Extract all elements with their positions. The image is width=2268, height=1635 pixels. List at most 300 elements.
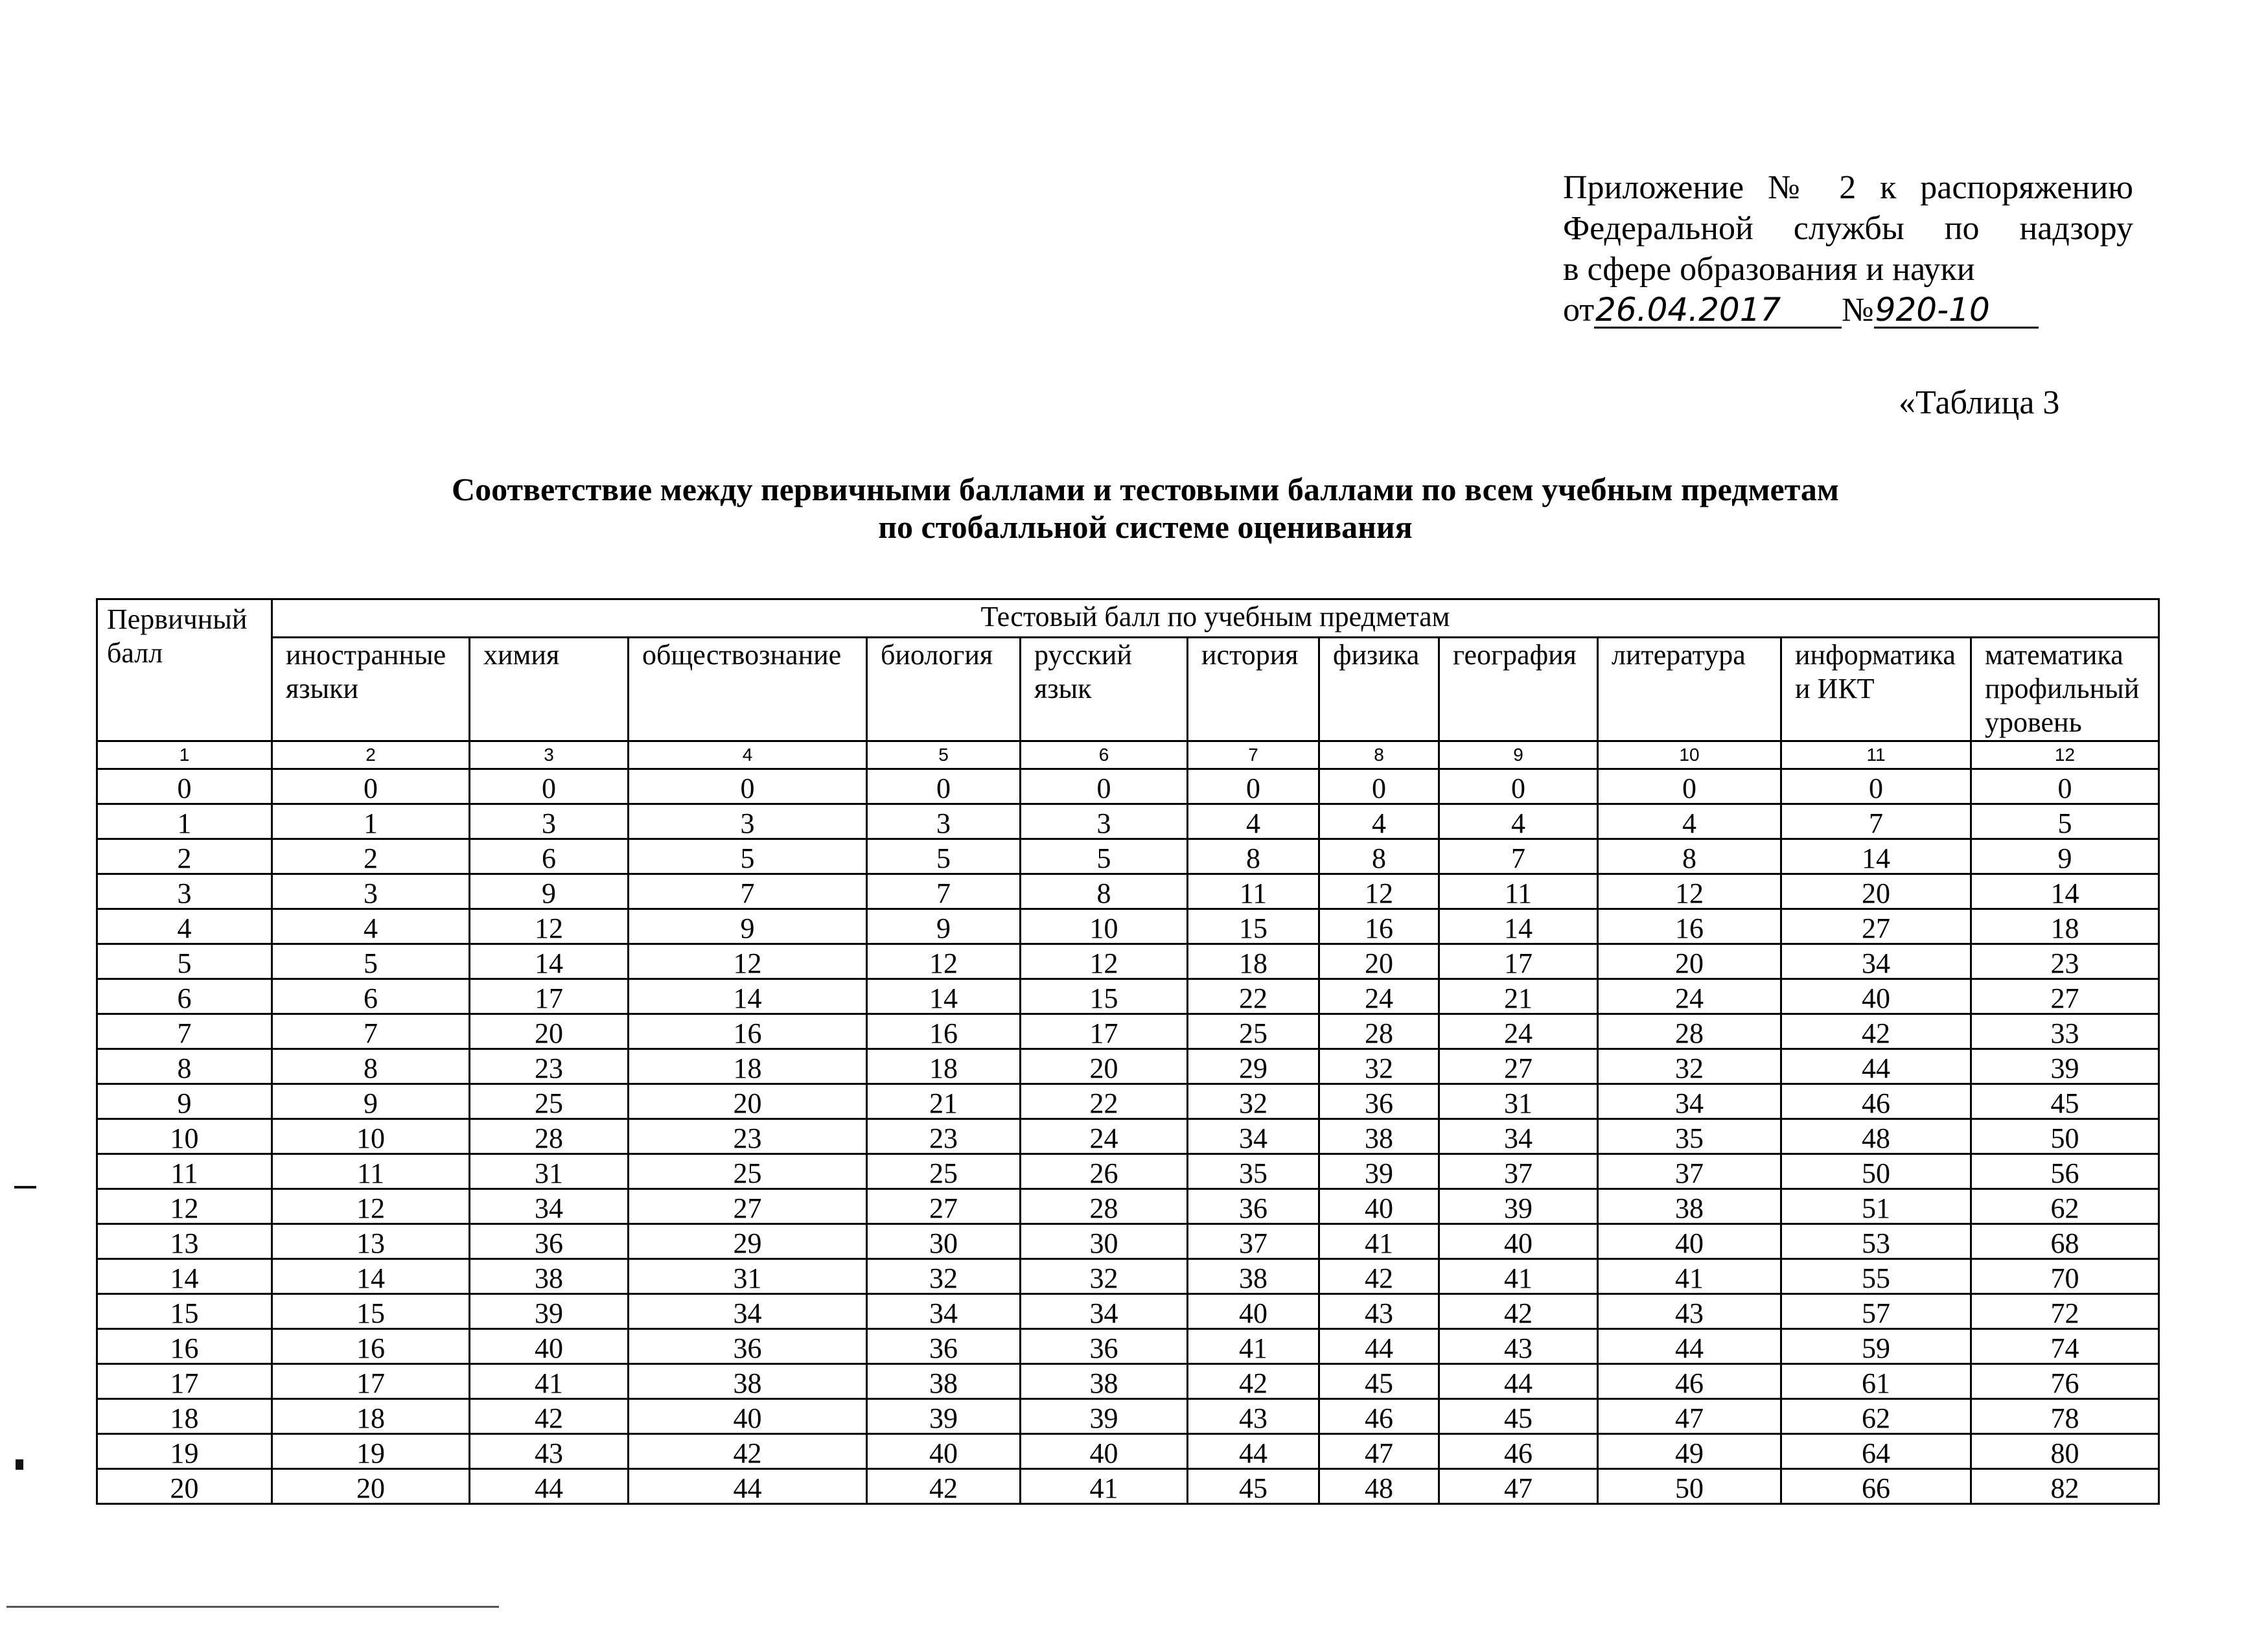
table-row	[97, 1224, 2159, 1259]
test-score-cell: 42	[470, 1399, 629, 1434]
scan-mark-left	[14, 1186, 36, 1189]
test-score-cell: 24	[1598, 979, 1781, 1014]
test-score-cell: 11	[1188, 874, 1319, 909]
subject-header: информатика и ИКТ	[1781, 638, 1971, 741]
appendix-line-3: в сфере образования и науки	[1563, 251, 1975, 288]
appendix-line-4	[1563, 290, 2133, 330]
test-score-cell: 35	[1598, 1119, 1781, 1154]
test-score-cell: 13	[272, 1224, 470, 1259]
test-score-cell: 59	[1781, 1329, 1971, 1364]
test-score-cell: 35	[1188, 1154, 1319, 1189]
test-score-cell: 12	[1319, 874, 1439, 909]
test-score-cell: 38	[1598, 1189, 1781, 1224]
test-score-cell: 7	[629, 874, 867, 909]
test-score-cell: 0	[1439, 769, 1598, 804]
table-row	[97, 1189, 2159, 1224]
test-score-cell: 53	[1781, 1224, 1971, 1259]
test-score-cell: 76	[1971, 1364, 2159, 1399]
test-score-cell: 28	[1021, 1189, 1188, 1224]
test-score-cell: 46	[1439, 1434, 1598, 1469]
table-caption: «Таблица 3	[1899, 384, 2060, 421]
test-score-cell: 17	[470, 979, 629, 1014]
test-score-cell: 14	[629, 979, 867, 1014]
test-score-cell: 34	[1188, 1119, 1319, 1154]
table-row	[97, 1014, 2159, 1049]
test-score-cell: 46	[1781, 1084, 1971, 1119]
test-score-cell: 42	[629, 1434, 867, 1469]
table-row	[97, 1049, 2159, 1084]
table-row	[97, 1364, 2159, 1399]
test-score-cell: 18	[1188, 944, 1319, 979]
primary-score-cell: 15	[97, 1294, 272, 1329]
test-score-cell: 24	[1319, 979, 1439, 1014]
table-row	[97, 944, 2159, 979]
test-score-cell: 8	[1319, 839, 1439, 874]
appendix-prefix: от	[1563, 292, 1595, 329]
table-row	[97, 1154, 2159, 1189]
test-score-cell: 20	[629, 1084, 867, 1119]
test-score-cell: 8	[272, 1049, 470, 1084]
test-score-cell: 38	[629, 1364, 867, 1399]
test-score-cell: 38	[1021, 1364, 1188, 1399]
test-score-cell: 7	[1781, 804, 1971, 839]
test-score-cell: 3	[272, 874, 470, 909]
test-score-cell: 41	[1439, 1259, 1598, 1294]
test-score-cell: 27	[629, 1189, 867, 1224]
test-score-cell: 19	[272, 1434, 470, 1469]
test-score-cell: 16	[272, 1329, 470, 1364]
appendix-line-1: Приложение № 2 к распоряжению	[1563, 169, 2133, 206]
test-score-cell: 49	[1598, 1434, 1781, 1469]
test-score-cell: 17	[1021, 1014, 1188, 1049]
header-primary-score: Первичный балл	[97, 599, 272, 741]
test-score-cell: 9	[1971, 839, 2159, 874]
table-row	[97, 979, 2159, 1014]
column-number-row	[97, 741, 2159, 769]
test-score-cell: 27	[867, 1189, 1021, 1224]
subject-header: химия	[470, 638, 629, 741]
primary-score-cell: 7	[97, 1014, 272, 1049]
table-row	[97, 1084, 2159, 1119]
test-score-cell: 8	[1598, 839, 1781, 874]
test-score-cell: 40	[1188, 1294, 1319, 1329]
test-score-cell: 17	[1439, 944, 1598, 979]
test-score-cell: 31	[1439, 1084, 1598, 1119]
test-score-cell: 34	[867, 1294, 1021, 1329]
test-score-cell: 62	[1781, 1399, 1971, 1434]
test-score-cell: 39	[470, 1294, 629, 1329]
test-score-cell: 6	[272, 979, 470, 1014]
title-line-2: по стобалльной системе оценивания	[878, 509, 1413, 545]
test-score-cell: 10	[1021, 909, 1188, 944]
primary-score-cell: 12	[97, 1189, 272, 1224]
test-score-cell: 8	[1188, 839, 1319, 874]
column-number: 9	[1439, 741, 1598, 769]
column-number: 12	[1971, 741, 2159, 769]
test-score-cell: 43	[1319, 1294, 1439, 1329]
test-score-cell: 7	[272, 1014, 470, 1049]
test-score-cell: 61	[1781, 1364, 1971, 1399]
test-score-cell: 0	[272, 769, 470, 804]
test-score-cell: 40	[1598, 1224, 1781, 1259]
test-score-cell: 66	[1781, 1469, 1971, 1504]
test-score-cell: 15	[272, 1294, 470, 1329]
test-score-cell: 41	[1021, 1469, 1188, 1504]
subject-header-row	[97, 638, 2159, 741]
test-score-cell: 50	[1598, 1469, 1781, 1504]
test-score-cell: 17	[272, 1364, 470, 1399]
test-score-cell: 70	[1971, 1259, 2159, 1294]
test-score-cell: 14	[470, 944, 629, 979]
test-score-cell: 11	[1439, 874, 1598, 909]
column-number: 10	[1598, 741, 1781, 769]
test-score-cell: 36	[470, 1224, 629, 1259]
test-score-cell: 4	[1439, 804, 1598, 839]
table-row	[97, 1469, 2159, 1504]
test-score-cell: 78	[1971, 1399, 2159, 1434]
test-score-cell: 26	[1021, 1154, 1188, 1189]
subject-header: история	[1188, 638, 1319, 741]
test-score-cell: 12	[272, 1189, 470, 1224]
test-score-cell: 36	[1021, 1329, 1188, 1364]
test-score-cell: 0	[1781, 769, 1971, 804]
table-row	[97, 1119, 2159, 1154]
test-score-cell: 20	[1781, 874, 1971, 909]
test-score-cell: 28	[470, 1119, 629, 1154]
test-score-cell: 6	[470, 839, 629, 874]
test-score-cell: 47	[1439, 1469, 1598, 1504]
test-score-cell: 7	[867, 874, 1021, 909]
primary-score-cell: 6	[97, 979, 272, 1014]
test-score-cell: 18	[629, 1049, 867, 1084]
test-score-cell: 23	[470, 1049, 629, 1084]
table-row	[97, 1399, 2159, 1434]
test-score-cell: 20	[1021, 1049, 1188, 1084]
test-score-cell: 23	[867, 1119, 1021, 1154]
test-score-cell: 42	[1319, 1259, 1439, 1294]
test-score-cell: 3	[470, 804, 629, 839]
test-score-cell: 18	[272, 1399, 470, 1434]
scan-line-bottom	[6, 1606, 499, 1608]
test-score-cell: 9	[629, 909, 867, 944]
test-score-cell: 38	[867, 1364, 1021, 1399]
score-table	[96, 598, 2160, 1505]
test-score-cell: 28	[1598, 1014, 1781, 1049]
test-score-cell: 21	[867, 1084, 1021, 1119]
test-score-cell: 1	[272, 804, 470, 839]
test-score-cell: 5	[1971, 804, 2159, 839]
test-score-cell: 14	[1439, 909, 1598, 944]
primary-score-cell: 3	[97, 874, 272, 909]
test-score-cell: 12	[470, 909, 629, 944]
column-number: 2	[272, 741, 470, 769]
appendix-block	[1563, 167, 2133, 330]
test-score-cell: 29	[629, 1224, 867, 1259]
test-score-cell: 42	[867, 1469, 1021, 1504]
test-score-cell: 41	[1319, 1224, 1439, 1259]
primary-score-cell: 5	[97, 944, 272, 979]
test-score-cell: 39	[1439, 1189, 1598, 1224]
test-score-cell: 36	[867, 1329, 1021, 1364]
test-score-cell: 34	[1598, 1084, 1781, 1119]
test-score-cell: 0	[867, 769, 1021, 804]
test-score-cell: 10	[272, 1119, 470, 1154]
test-score-cell: 44	[1319, 1329, 1439, 1364]
test-score-cell: 43	[1598, 1294, 1781, 1329]
table-row	[97, 1329, 2159, 1364]
test-score-cell: 14	[1781, 839, 1971, 874]
test-score-cell: 37	[1188, 1224, 1319, 1259]
test-score-cell: 44	[470, 1469, 629, 1504]
test-score-cell: 32	[1319, 1049, 1439, 1084]
test-score-cell: 34	[629, 1294, 867, 1329]
test-score-cell: 41	[1598, 1259, 1781, 1294]
test-score-cell: 25	[629, 1154, 867, 1189]
subject-header: математика профильный уровень	[1971, 638, 2159, 741]
test-score-cell: 31	[470, 1154, 629, 1189]
test-score-cell: 0	[1188, 769, 1319, 804]
primary-score-cell: 1	[97, 804, 272, 839]
test-score-cell: 45	[1439, 1399, 1598, 1434]
subject-header: иностранные языки	[272, 638, 470, 741]
test-score-cell: 45	[1188, 1469, 1319, 1504]
test-score-cell: 68	[1971, 1224, 2159, 1259]
test-score-cell: 20	[1319, 944, 1439, 979]
column-number: 6	[1021, 741, 1188, 769]
test-score-cell: 62	[1971, 1189, 2159, 1224]
test-score-cell: 30	[867, 1224, 1021, 1259]
test-score-cell: 36	[1188, 1189, 1319, 1224]
test-score-cell: 20	[272, 1469, 470, 1504]
primary-score-cell: 4	[97, 909, 272, 944]
primary-score-cell: 18	[97, 1399, 272, 1434]
primary-score-cell: 14	[97, 1259, 272, 1294]
test-score-cell: 47	[1319, 1434, 1439, 1469]
test-score-cell: 36	[629, 1329, 867, 1364]
test-score-cell: 40	[1781, 979, 1971, 1014]
test-score-cell: 21	[1439, 979, 1598, 1014]
test-score-cell: 40	[1439, 1224, 1598, 1259]
test-score-cell: 27	[1439, 1049, 1598, 1084]
test-score-cell: 32	[1021, 1259, 1188, 1294]
table-row	[97, 1294, 2159, 1329]
test-score-cell: 39	[1971, 1049, 2159, 1084]
primary-score-cell: 11	[97, 1154, 272, 1189]
test-score-cell: 37	[1439, 1154, 1598, 1189]
appendix-number: 920-10	[1874, 293, 2039, 329]
appendix-line-2: Федеральной службы по надзору	[1563, 210, 2133, 247]
test-score-cell: 43	[1188, 1399, 1319, 1434]
header-row	[97, 599, 2159, 638]
test-score-cell: 5	[867, 839, 1021, 874]
column-number: 3	[470, 741, 629, 769]
test-score-cell: 0	[1319, 769, 1439, 804]
test-score-cell: 14	[867, 979, 1021, 1014]
test-score-cell: 29	[1188, 1049, 1319, 1084]
test-score-cell: 5	[272, 944, 470, 979]
test-score-cell: 11	[272, 1154, 470, 1189]
test-score-cell: 7	[1439, 839, 1598, 874]
primary-score-cell: 16	[97, 1329, 272, 1364]
test-score-cell: 46	[1598, 1364, 1781, 1399]
appendix-date: 26.04.2017	[1594, 293, 1842, 329]
test-score-cell: 14	[272, 1259, 470, 1294]
primary-score-cell: 0	[97, 769, 272, 804]
test-score-cell: 22	[1188, 979, 1319, 1014]
test-score-cell: 57	[1781, 1294, 1971, 1329]
test-score-cell: 3	[629, 804, 867, 839]
test-score-cell: 23	[629, 1119, 867, 1154]
test-score-cell: 27	[1971, 979, 2159, 1014]
test-score-cell: 38	[1319, 1119, 1439, 1154]
test-score-cell: 43	[470, 1434, 629, 1469]
test-score-cell: 44	[1598, 1329, 1781, 1364]
test-score-cell: 39	[1021, 1399, 1188, 1434]
test-score-cell: 34	[1781, 944, 1971, 979]
test-score-cell: 9	[867, 909, 1021, 944]
test-score-cell: 46	[1319, 1399, 1439, 1434]
test-score-cell: 37	[1598, 1154, 1781, 1189]
test-score-cell: 0	[1598, 769, 1781, 804]
test-score-cell: 28	[1319, 1014, 1439, 1049]
table-row	[97, 804, 2159, 839]
test-score-cell: 18	[867, 1049, 1021, 1084]
test-score-cell: 82	[1971, 1469, 2159, 1504]
test-score-cell: 3	[1021, 804, 1188, 839]
test-score-cell: 25	[470, 1084, 629, 1119]
test-score-cell: 18	[1971, 909, 2159, 944]
test-score-cell: 50	[1781, 1154, 1971, 1189]
primary-score-cell: 10	[97, 1119, 272, 1154]
test-score-cell: 38	[1188, 1259, 1319, 1294]
column-number: 7	[1188, 741, 1319, 769]
test-score-cell: 42	[1781, 1014, 1971, 1049]
test-score-cell: 32	[1598, 1049, 1781, 1084]
table-row	[97, 769, 2159, 804]
test-score-cell: 24	[1439, 1014, 1598, 1049]
test-score-cell: 16	[629, 1014, 867, 1049]
test-score-cell: 20	[1598, 944, 1781, 979]
test-score-cell: 15	[1188, 909, 1319, 944]
test-score-cell: 3	[867, 804, 1021, 839]
test-score-cell: 44	[1439, 1364, 1598, 1399]
test-score-cell: 48	[1781, 1119, 1971, 1154]
primary-score-cell: 9	[97, 1084, 272, 1119]
primary-score-cell: 17	[97, 1364, 272, 1399]
test-score-cell: 33	[1971, 1014, 2159, 1049]
appendix-number-sign: №	[1842, 292, 1874, 329]
subject-header: русский язык	[1021, 638, 1188, 741]
test-score-cell: 51	[1781, 1189, 1971, 1224]
table-row	[97, 874, 2159, 909]
primary-score-cell: 13	[97, 1224, 272, 1259]
test-score-cell: 39	[1319, 1154, 1439, 1189]
test-score-cell: 32	[867, 1259, 1021, 1294]
test-score-cell: 48	[1319, 1469, 1439, 1504]
test-score-cell: 44	[1188, 1434, 1319, 1469]
test-score-cell: 39	[867, 1399, 1021, 1434]
test-score-cell: 4	[272, 909, 470, 944]
document-title	[0, 470, 2268, 546]
table-row	[97, 909, 2159, 944]
subject-header: литература	[1598, 638, 1781, 741]
test-score-cell: 24	[1021, 1119, 1188, 1154]
test-score-cell: 4	[1598, 804, 1781, 839]
test-score-cell: 14	[1971, 874, 2159, 909]
test-score-cell: 0	[1021, 769, 1188, 804]
test-score-cell: 0	[1971, 769, 2159, 804]
column-number: 1	[97, 741, 272, 769]
test-score-cell: 72	[1971, 1294, 2159, 1329]
column-number: 5	[867, 741, 1021, 769]
test-score-cell: 32	[1188, 1084, 1319, 1119]
test-score-cell: 15	[1021, 979, 1188, 1014]
test-score-cell: 0	[470, 769, 629, 804]
test-score-cell: 2	[272, 839, 470, 874]
test-score-cell: 44	[629, 1469, 867, 1504]
test-score-cell: 16	[867, 1014, 1021, 1049]
test-score-cell: 12	[1021, 944, 1188, 979]
test-score-cell: 0	[629, 769, 867, 804]
subject-header: физика	[1319, 638, 1439, 741]
test-score-cell: 40	[1319, 1189, 1439, 1224]
test-score-cell: 22	[1021, 1084, 1188, 1119]
test-score-cell: 36	[1319, 1084, 1439, 1119]
primary-score-cell: 20	[97, 1469, 272, 1504]
test-score-cell: 40	[470, 1329, 629, 1364]
test-score-cell: 12	[629, 944, 867, 979]
table-row	[97, 839, 2159, 874]
test-score-cell: 25	[1188, 1014, 1319, 1049]
primary-score-cell: 2	[97, 839, 272, 874]
subject-header: география	[1439, 638, 1598, 741]
test-score-cell: 8	[1021, 874, 1188, 909]
test-score-cell: 80	[1971, 1434, 2159, 1469]
column-number: 4	[629, 741, 867, 769]
test-score-cell: 47	[1598, 1399, 1781, 1434]
test-score-cell: 27	[1781, 909, 1971, 944]
test-score-cell: 25	[867, 1154, 1021, 1189]
test-score-cell: 44	[1781, 1049, 1971, 1084]
column-number: 8	[1319, 741, 1439, 769]
header-test-score: Тестовый балл по учебным предметам	[272, 599, 2159, 638]
test-score-cell: 34	[1439, 1119, 1598, 1154]
primary-score-cell: 19	[97, 1434, 272, 1469]
test-score-cell: 9	[470, 874, 629, 909]
test-score-cell: 40	[867, 1434, 1021, 1469]
test-score-cell: 4	[1319, 804, 1439, 839]
test-score-cell: 16	[1598, 909, 1781, 944]
test-score-cell: 56	[1971, 1154, 2159, 1189]
test-score-cell: 41	[470, 1364, 629, 1399]
table-row	[97, 1259, 2159, 1294]
test-score-cell: 64	[1781, 1434, 1971, 1469]
test-score-cell: 34	[470, 1189, 629, 1224]
test-score-cell: 42	[1439, 1294, 1598, 1329]
test-score-cell: 23	[1971, 944, 2159, 979]
column-number: 11	[1781, 741, 1971, 769]
scan-mark-left-small	[16, 1459, 23, 1470]
test-score-cell: 74	[1971, 1329, 2159, 1364]
test-score-cell: 45	[1971, 1084, 2159, 1119]
subject-header: обществознание	[629, 638, 867, 741]
test-score-cell: 40	[1021, 1434, 1188, 1469]
table-row	[97, 1434, 2159, 1469]
test-score-cell: 43	[1439, 1329, 1598, 1364]
subject-header: биология	[867, 638, 1021, 741]
test-score-cell: 30	[1021, 1224, 1188, 1259]
test-score-cell: 4	[1188, 804, 1319, 839]
